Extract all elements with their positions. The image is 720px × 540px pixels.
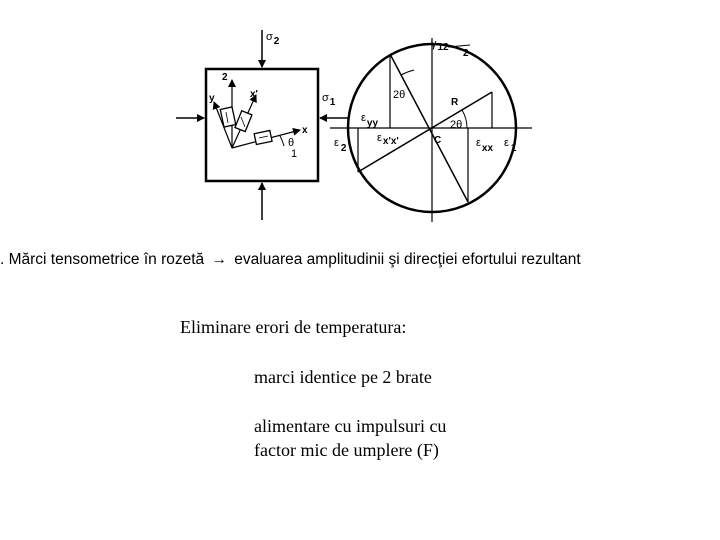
two-theta-top-label: 2θ: [393, 89, 406, 101]
two-theta-mid-label: 2θ: [450, 119, 463, 131]
mohr-circle: [330, 38, 532, 222]
radius-R-label: R: [451, 97, 459, 108]
eps-1-label: ε 1: [504, 137, 517, 154]
caption-prefix: . Mărci tensometrice în rozetă: [0, 251, 205, 268]
strain-gauge-rosette-figure: [0, 0, 720, 240]
eps-2-label: ε 2: [334, 137, 347, 154]
axis-2-label: 2: [222, 72, 228, 83]
gamma-label: γ12: [431, 38, 449, 53]
gamma-over-label: 2: [463, 48, 469, 59]
notes-heading: Eliminare erori de temperatura:: [180, 317, 407, 337]
notes-item-pulse-supply: [254, 414, 446, 462]
rosette-and-mohr-circle: [0, 0, 720, 240]
theta-sub-label: 1: [291, 148, 298, 160]
sigma1-label: σ1: [322, 92, 336, 108]
notes-item-identical-gauges: marci identice pe 2 brate: [254, 367, 432, 387]
notes-item-pulse-line2: factor mic de umplere (F): [254, 440, 439, 460]
eps-xx-label: εxx: [476, 137, 494, 154]
center-C-label: C: [434, 135, 442, 146]
sigma2-label: σ2: [266, 31, 280, 47]
axis-x-prime-label: x': [250, 89, 258, 100]
theta-label: θ: [288, 137, 295, 149]
notes-item-pulse-line1: alimentare cu impulsuri cu: [254, 416, 447, 436]
right-arrow-icon: →: [211, 251, 227, 268]
gauge-diagonal: [235, 111, 252, 132]
eps-yy-label: εyy: [361, 112, 379, 129]
axis-x-label: x: [302, 125, 308, 136]
axis-y-label: y: [209, 93, 215, 104]
figure-caption: [0, 251, 720, 269]
caption-suffix: evaluarea amplitudinii şi direcţiei efortului rezultant: [234, 251, 581, 268]
eps-xpxp-label: εx'x': [377, 132, 399, 147]
